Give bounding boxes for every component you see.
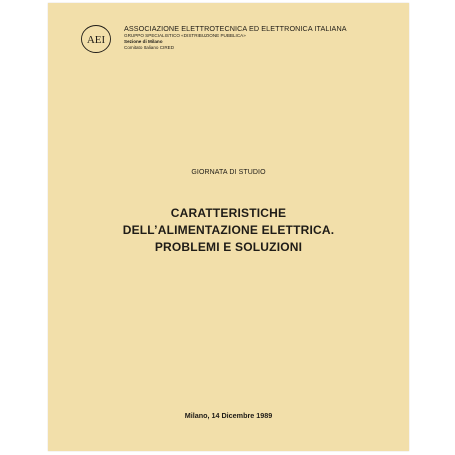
svg-text:AEI: AEI	[86, 34, 106, 46]
title-line: CARATTERISTICHE	[170, 206, 287, 220]
booklet-cover	[48, 3, 409, 451]
committee-name: Comitato Italiano CIRED	[124, 45, 175, 50]
event-type: GIORNATA DI STUDIO	[191, 169, 266, 176]
section-name: Sezione di Milano	[124, 39, 163, 44]
title-line: DELL’ALIMENTAZIONE ELETTRICA.	[122, 223, 335, 237]
organization-header	[124, 24, 404, 51]
specialist-group: GRUPPO SPECIALISTICO «DISTRIBUZIONE PUBBLICA»	[124, 33, 246, 38]
place-date: Milano, 14 Dicembre 1989	[184, 411, 273, 420]
aei-logo	[80, 24, 112, 54]
title-line: PROBLEMI E SOLUZIONI	[154, 240, 303, 254]
document-title	[48, 205, 409, 256]
organization-name: ASSOCIAZIONE ELETTROTECNICA ED ELETTRONICA ITALIANA	[124, 24, 347, 33]
